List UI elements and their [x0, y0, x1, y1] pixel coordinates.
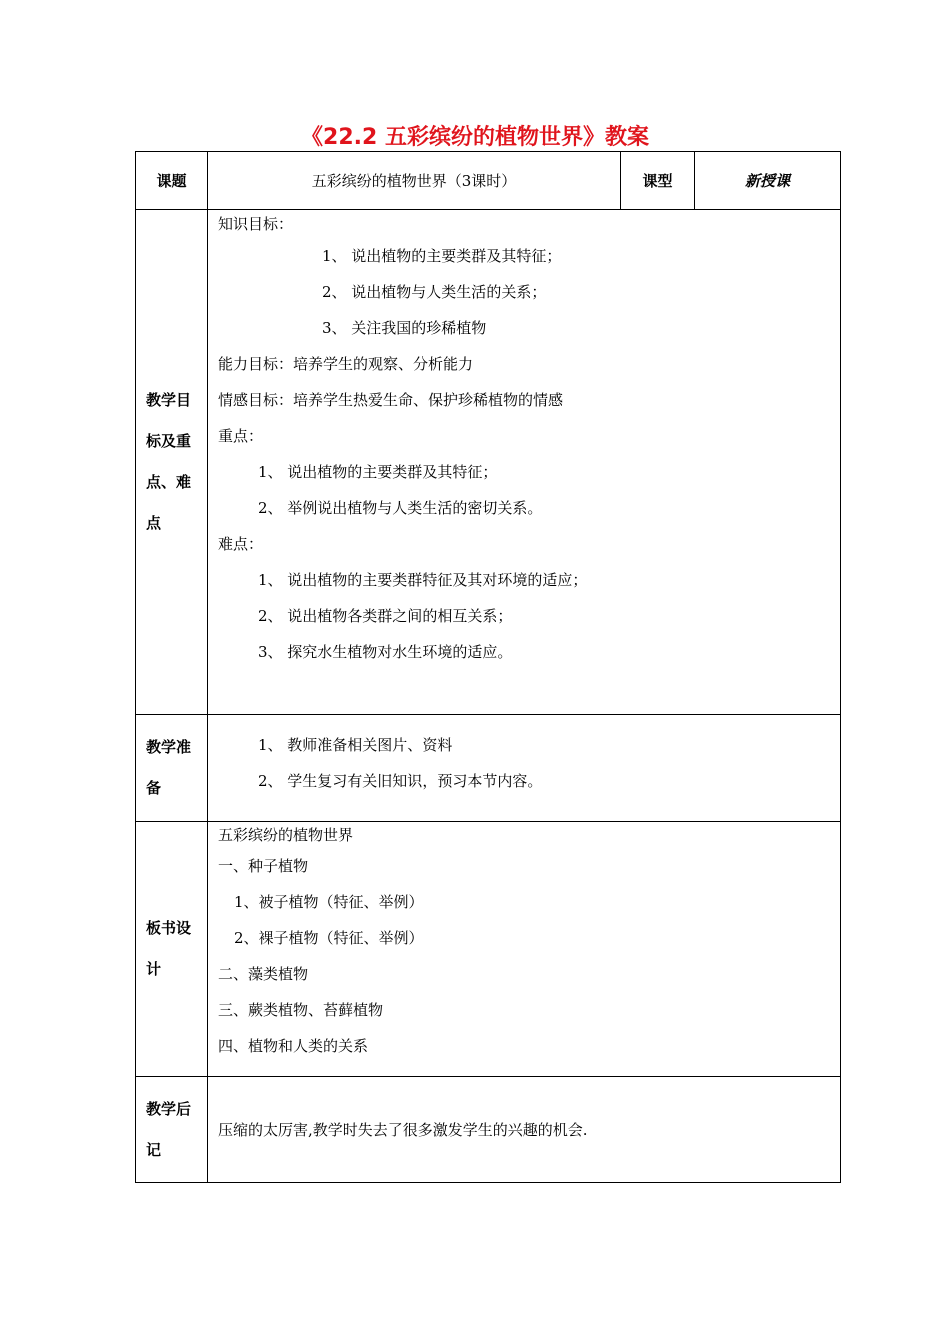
topic-value: 五彩缤纷的植物世界（3课时） — [208, 152, 621, 210]
reflection-text: 压缩的太厉害,教学时失去了很多激发学生的兴趣的机会. — [218, 1120, 588, 1139]
emotion-goal: 情感目标：培养学生热爱生命、保护珍稀植物的情感 — [218, 391, 564, 409]
key-points-heading: 重点： — [218, 427, 264, 445]
board-item: 二、藻类植物 — [218, 965, 309, 983]
preparation-item: 2、 学生复习有关旧知识，预习本节内容。 — [258, 772, 543, 790]
objectives-row — [136, 210, 841, 715]
key-point-item: 2、 举例说出植物与人类生活的密切关系。 — [258, 499, 543, 517]
board-label-line: 计 — [146, 960, 162, 978]
board-item: 三、蕨类植物、苔藓植物 — [218, 1001, 384, 1019]
board-item: 一、种子植物 — [218, 857, 309, 875]
type-value: 新授课 — [695, 152, 841, 210]
board-content — [208, 822, 841, 1077]
preparation-row — [136, 715, 841, 822]
objectives-label-line: 点、难 — [146, 473, 192, 491]
reflection-label-line: 记 — [146, 1140, 162, 1159]
difficulties-heading: 难点： — [218, 535, 264, 553]
board-title: 五彩缤纷的植物世界 — [218, 826, 354, 844]
preparation-item: 1、 教师准备相关图片、资料 — [258, 736, 453, 754]
reflection-row — [136, 1077, 841, 1183]
board-subitem: 2、裸子植物（特征、举例） — [234, 929, 424, 947]
header-row — [136, 152, 841, 210]
reflection-content — [208, 1077, 841, 1183]
type-label: 课型 — [621, 152, 695, 210]
objectives-content — [208, 210, 841, 715]
objectives-label-line: 教学目 — [146, 391, 192, 409]
knowledge-item: 3、 关注我国的珍稀植物 — [322, 319, 487, 337]
objectives-label-line: 点 — [146, 514, 162, 532]
preparation-label-line: 备 — [146, 779, 162, 797]
key-point-item: 1、 说出植物的主要类群及其特征； — [258, 463, 498, 481]
board-row — [136, 822, 841, 1077]
document-title: 《22.2 五彩缤纷的植物世界》教案 — [301, 125, 649, 150]
knowledge-item: 1、 说出植物的主要类群及其特征； — [322, 247, 562, 265]
difficulty-item: 3、 探究水生植物对水生环境的适应。 — [258, 643, 513, 661]
difficulty-item: 1、 说出植物的主要类群特征及其对环境的适应； — [258, 571, 588, 589]
reflection-label — [136, 1077, 208, 1183]
board-label-line: 板书设 — [146, 919, 192, 937]
objectives-label — [136, 210, 208, 715]
preparation-content — [208, 715, 841, 822]
preparation-label-line: 教学准 — [146, 738, 192, 756]
reflection-label-line: 教学后 — [146, 1099, 192, 1118]
board-subitem: 1、被子植物（特征、举例） — [234, 893, 424, 911]
knowledge-item: 2、 说出植物与人类生活的关系； — [322, 283, 547, 301]
lesson-plan-table — [135, 151, 841, 1183]
objectives-label-line: 标及重 — [146, 432, 192, 450]
ability-goal: 能力目标：培养学生的观察、分析能力 — [218, 355, 474, 373]
topic-label: 课题 — [136, 152, 208, 210]
difficulty-item: 2、 说出植物各类群之间的相互关系； — [258, 607, 513, 625]
knowledge-heading: 知识目标： — [218, 215, 294, 233]
preparation-label — [136, 715, 208, 822]
board-label — [136, 822, 208, 1077]
board-item: 四、植物和人类的关系 — [218, 1037, 369, 1055]
